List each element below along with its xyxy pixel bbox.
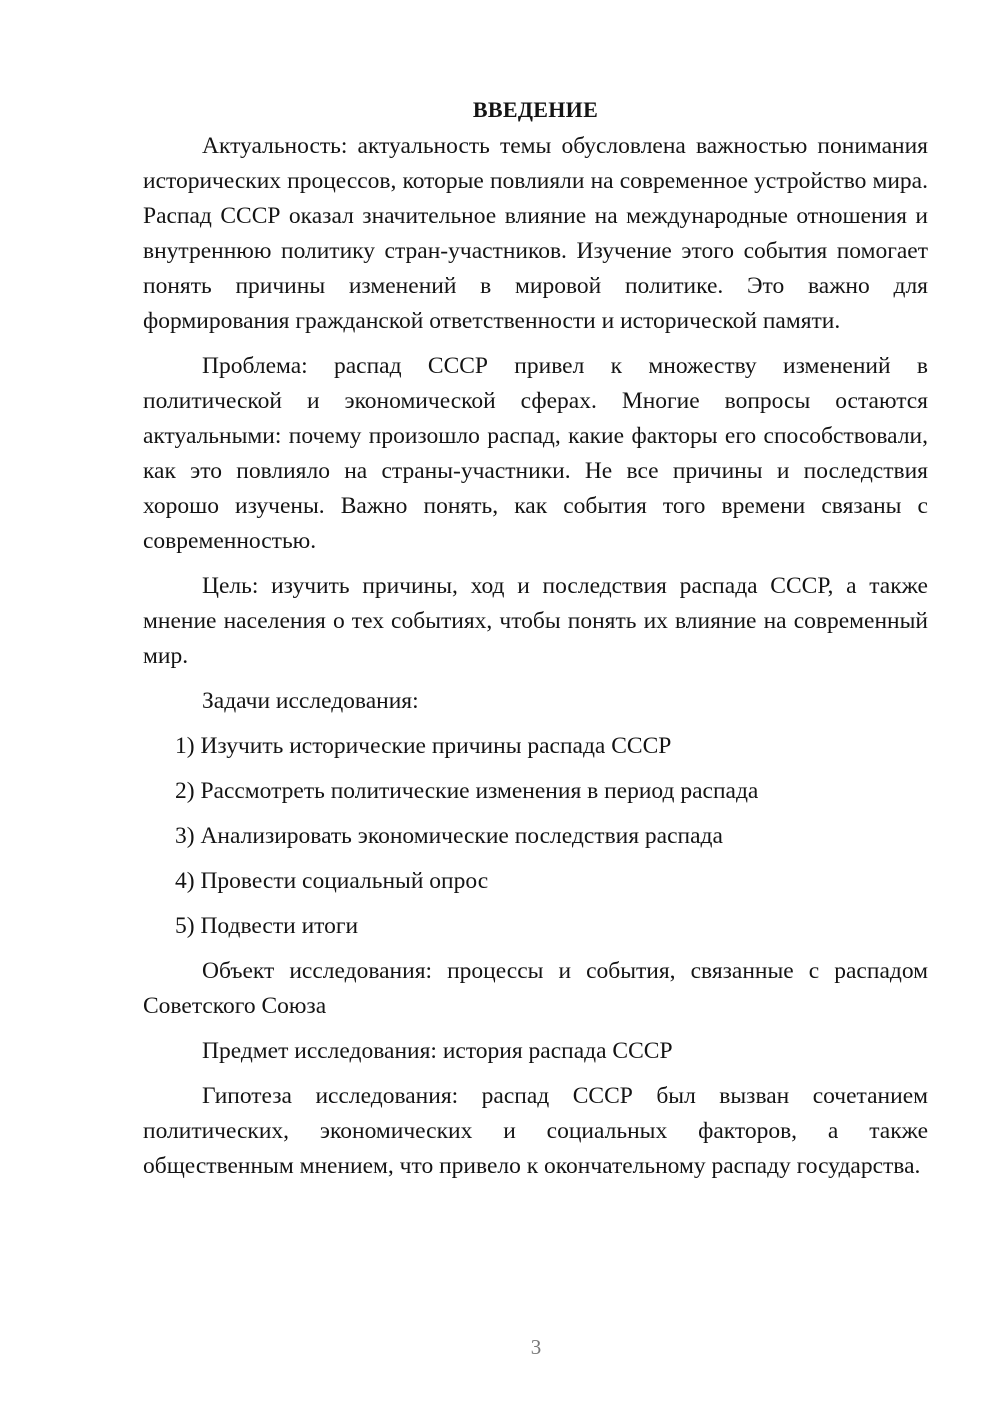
list-item: 1) Изучить исторические причины распада СССР: [175, 733, 672, 759]
tasks-heading: Задачи исследования:: [202, 688, 419, 714]
section-title: ВВЕДЕНИЕ: [472, 97, 599, 122]
problem-paragraph: Проблема: распад СССР привел к множеству изменений в политической и экономической сферах. Многие вопросы остаются актуальными: почему произошло распад, какие факторы его способствовали, как это повлияло на страны-участники. Не все причины и последствия хорошо изучены. Важно понять, как события того времени связаны с современностью.: [143, 353, 928, 554]
relevance-paragraph: Актуальность: актуальность темы обусловлена важностью понимания исторических процессов, которые повлияли на современное устройство мира. Распад СССР оказал значительное влияние на международные отношения и внутреннюю политику стран-участников. Изучение этого события помогает понять причины изменений в мировой политике. Это важно для формирования гражданской ответственности и исторической памяти.: [143, 133, 928, 334]
page-number: 3: [530, 1335, 542, 1359]
list-item: 3) Анализировать экономические последствия распада: [175, 823, 723, 849]
subject-paragraph: Предмет исследования: история распада СССР: [202, 1038, 673, 1064]
list-item: 4) Провести социальный опрос: [175, 868, 489, 894]
tasks-list: [143, 729, 928, 944]
document-page: [143, 92, 928, 1194]
hypothesis-paragraph: Гипотеза исследования: распад СССР был вызван сочетанием политических, экономических и социальных факторов, а также общественным мнением, что привело к окончательному распаду государства.: [143, 1083, 928, 1179]
list-item: 2) Рассмотреть политические изменения в период распада: [175, 778, 759, 804]
goal-paragraph: Цель: изучить причины, ход и последствия распада СССР, а также мнение населения о тех событиях, чтобы понять их влияние на современный мир.: [143, 573, 928, 669]
object-paragraph: Объект исследования: процессы и события, связанные с распадом Советского Союза: [143, 958, 928, 1019]
list-item: 5) Подвести итоги: [175, 913, 359, 939]
